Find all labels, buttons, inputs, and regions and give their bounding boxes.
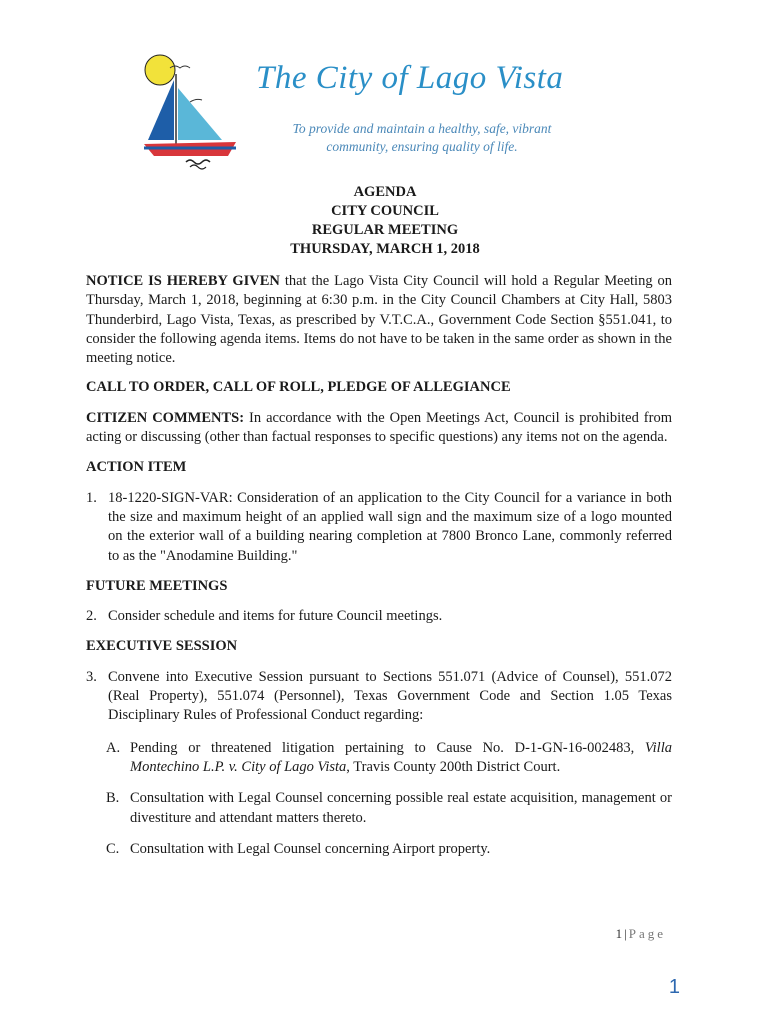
agenda-heading: [0, 183, 770, 259]
agenda-item-2-text: Consider schedule and items for future Council meetings.: [108, 608, 443, 625]
tagline-line-2: community, ensuring quality of life.: [326, 139, 518, 154]
agenda-item-3a-text: [130, 739, 672, 778]
agenda-item-3c: [106, 840, 672, 859]
heading-line-1: AGENDA: [353, 184, 417, 200]
page-number: 1: [615, 926, 625, 941]
sun-icon: [145, 55, 175, 85]
heading-line-4: THURSDAY, MARCH 1, 2018: [290, 241, 480, 257]
sail-left: [148, 80, 174, 140]
agenda-body: [86, 272, 672, 859]
agenda-item-3b-letter: B.: [106, 790, 120, 807]
citizen-comments-lead: CITIZEN COMMENTS:: [86, 409, 245, 426]
agenda-item-3-number: 3.: [86, 668, 97, 685]
notice-lead: NOTICE IS HEREBY GIVEN: [86, 273, 280, 289]
agenda-item-1-text: 18-1220-SIGN-VAR: Consideration of an application to the City Council for a variance in both the size and maximum height of an applied wall sign and the maximum size of a logo mounted on the exterior wall of a building nearing completion at 7800 Bronco Lane, commonly referred to as the "Anodamine Building.": [108, 489, 672, 564]
item-3a-pre: Pending or threatened litigation pertaining to Cause No. D-1-GN-16-002483,: [130, 739, 645, 756]
case-name: Villa Montechino L.P. v. City of Lago Vista: [130, 739, 672, 775]
page-label: Page: [628, 926, 666, 941]
call-to-order-heading: CALL TO ORDER, CALL OF ROLL, PLEDGE OF ALLEGIANCE: [86, 379, 511, 396]
letterhead-tagline: [262, 120, 582, 156]
agenda-item-2-number: 2.: [86, 608, 97, 625]
citizen-comments-text: In accordance with the Open Meetings Act, Council is prohibited from acting or discussing (other than factual responses to specific questions) any items not on the agenda.: [86, 409, 672, 446]
city-logo-sailboat: [140, 52, 240, 172]
agenda-item-3a: [106, 739, 672, 778]
agenda-item-3b: [106, 789, 672, 828]
citizen-comments-paragraph: [86, 409, 672, 448]
agenda-item-1-number: 1.: [86, 489, 97, 506]
page-footer: [616, 926, 666, 942]
agenda-item-3a-letter: A.: [106, 739, 121, 756]
notice-paragraph: [86, 272, 672, 368]
letterhead-title: The City of Lago Vista: [256, 60, 564, 96]
heading-line-2: CITY COUNCIL: [331, 203, 439, 219]
agenda-item-2: [86, 607, 672, 626]
heading-line-3: REGULAR MEETING: [311, 222, 459, 238]
item-3a-post: , Travis County 200th District Court.: [346, 758, 561, 775]
corner-page-number: 1: [668, 976, 680, 998]
agenda-item-1: [86, 489, 672, 566]
agenda-item-3: [86, 668, 672, 726]
sail-right: [178, 88, 222, 140]
agenda-item-3c-text: Consultation with Legal Counsel concerning Airport property.: [130, 840, 491, 857]
wave-icon: [186, 160, 210, 164]
executive-session-heading: EXECUTIVE SESSION: [86, 638, 238, 655]
action-item-heading: ACTION ITEM: [86, 459, 187, 476]
future-meetings-heading: FUTURE MEETINGS: [86, 577, 228, 594]
agenda-item-3-text: Convene into Executive Session pursuant to Sections 551.071 (Advice of Counsel), 551.072 (Real Property), 551.074 (Personnel), Texas Government Code and Section 1.05 Texas Disciplinary Rules of Professional Conduct regarding:: [108, 668, 672, 724]
agenda-item-3b-text: Consultation with Legal Counsel concerning possible real estate acquisition, management or divestiture and attendant matters thereto.: [130, 790, 672, 826]
agenda-item-3c-letter: C.: [106, 840, 120, 857]
page-separator: |: [624, 926, 629, 941]
tagline-line-1: To provide and maintain a healthy, safe, vibrant: [292, 121, 552, 136]
notice-text: that the Lago Vista City Council will hold a Regular Meeting on Thursday, March 1, 2018, beginning at 6:30 p.m. in the City Council Chambers at City Hall, 5803 Thunderbird, Lago Vista, Texas, as prescribed by V.T.C.A., Government Code Section §551.041, to consider the following agenda items. Items do not have to be taken in the same order as shown in the meeting notice.: [86, 273, 672, 367]
